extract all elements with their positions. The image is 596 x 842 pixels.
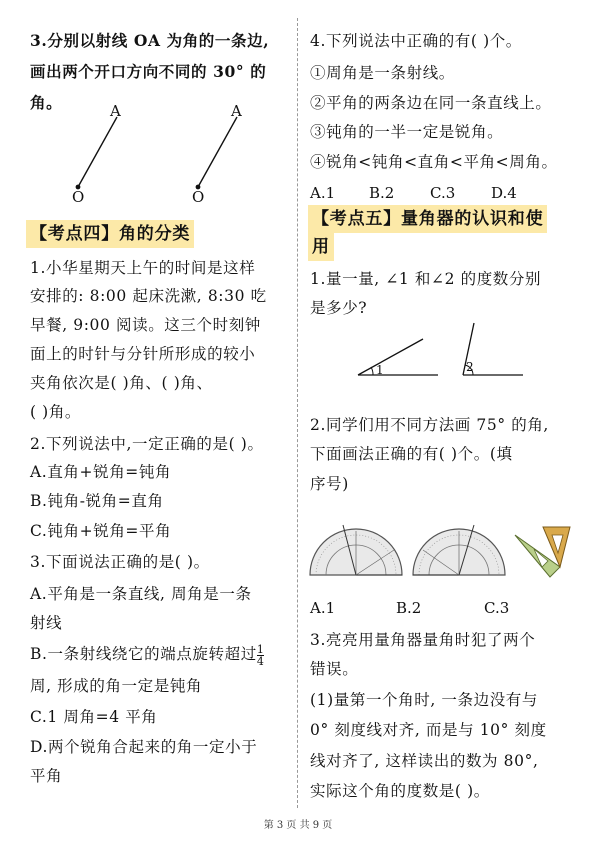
q3-right-line3: (1)量第一个角时, 一条边没有与 xyxy=(310,691,539,709)
q2-option-c: C.钝角+锐角=平角 xyxy=(30,522,172,540)
q2-stem: 2.下列说法中,一定正确的是( )。 xyxy=(30,435,264,453)
q4-statement-1: ①周角是一条射线。 xyxy=(310,64,455,82)
angle1-arc xyxy=(371,367,373,375)
page-footer: 第 3 页 共 9 页 xyxy=(263,820,333,831)
q3-option-d-line1: D.两个锐角合起来的角一定小于 xyxy=(30,738,258,756)
q1-line6: ( )角。 xyxy=(30,403,82,421)
q1-line4: 面上的时针与分针所形成的较小 xyxy=(30,345,256,363)
q4-option-c: C.3 xyxy=(430,184,456,202)
q2-right-line2: 下面画法正确的有( )个。(填 xyxy=(310,445,513,463)
q2-right-option-b: B.2 xyxy=(396,599,422,617)
q4-option-d: D.4 xyxy=(491,184,517,202)
fraction-numerator: 1 xyxy=(256,642,265,656)
angle-1-2-figures xyxy=(298,315,596,385)
angle-label-2: 2 xyxy=(466,360,475,374)
q1-right-line2: 是多少? xyxy=(310,299,368,317)
q3-option-c: C.1 周角=4 平角 xyxy=(30,708,158,726)
section4-title: 【考点四】角的分类 xyxy=(26,220,194,248)
q1-line3: 早餐, 9:00 阅读。这三个时刻钟 xyxy=(30,316,261,334)
protractor-1 xyxy=(310,525,402,575)
label-a-1: A xyxy=(110,102,122,120)
q2-right-option-a: A.1 xyxy=(310,599,336,617)
q4-statement-3: ③钝角的一半一定是锐角。 xyxy=(310,123,504,141)
q3-angles-line3: 角。 xyxy=(30,93,63,112)
label-o-2: O xyxy=(192,188,205,206)
q4-option-a: A.1 xyxy=(310,184,336,202)
q3-option-b-text: B.一条射线绕它的端点旋转超过 xyxy=(30,645,257,663)
q2-option-b: B.钝角-锐角=直角 xyxy=(30,492,164,510)
fraction-denominator: 4 xyxy=(256,654,265,668)
section5-title-line2: 用 xyxy=(308,233,334,261)
drawing-methods-figure xyxy=(298,505,596,585)
q3-right-line4: 0° 刻度线对齐, 而是与 10° 刻度 xyxy=(310,721,547,739)
q1-line1: 1.小华星期天上午的时间是这样 xyxy=(30,259,256,277)
q1-line2: 安排的: 8:00 起床洗漱, 8:30 吃 xyxy=(30,287,267,305)
ray-oa-figures xyxy=(0,95,298,215)
q3-option-b-line1 xyxy=(30,643,264,667)
q2-option-a: A.直角+锐角=钝角 xyxy=(30,463,172,481)
label-a-2: A xyxy=(231,102,243,120)
q4-option-b: B.2 xyxy=(369,184,395,202)
q2-right-line1: 2.同学们用不同方法画 75° 的角, xyxy=(310,416,549,434)
protractor-2 xyxy=(413,525,505,575)
q3-option-b-line2: 周, 形成的角一定是钝角 xyxy=(30,677,203,695)
q4-stem: 4.下列说法中正确的有( )个。 xyxy=(310,32,522,50)
q4-statement-4: ④锐角<钝角<直角<平角<周角。 xyxy=(310,153,558,171)
q3-angles-line1: 3.分别以射线 OA 为角的一条边, xyxy=(30,31,270,50)
q3-option-a-line2: 射线 xyxy=(30,614,63,632)
q3-stem: 3.下面说法正确的是( )。 xyxy=(30,553,210,571)
q1-line5: 夹角依次是( )角、( )角、 xyxy=(30,374,213,392)
q1-right-line1: 1.量一量, ∠1 和∠2 的度数分别 xyxy=(310,270,542,288)
angle-label-1: 1 xyxy=(376,363,385,377)
q3-right-line1: 3.亮亮用量角器量角时犯了两个 xyxy=(310,631,536,649)
q2-right-option-c: C.3 xyxy=(484,599,510,617)
q3-angles-line2: 画出两个开口方向不同的 30° 的 xyxy=(30,62,267,81)
fraction-one-quarter xyxy=(257,644,265,667)
q3-option-a-line1: A.平角是一条直线, 周角是一条 xyxy=(30,585,252,603)
label-o-1: O xyxy=(72,188,85,206)
q2-right-line3: 序号) xyxy=(310,475,349,493)
q3-right-line6: 实际这个角的度数是( )。 xyxy=(310,782,490,800)
ray-oa-2 xyxy=(198,117,237,187)
q3-right-line5: 线对齐了, 这样读出的数为 80°, xyxy=(310,752,539,770)
ray-oa-1 xyxy=(78,117,117,187)
q4-statement-2: ②平角的两条边在同一条直线上。 xyxy=(310,94,552,112)
angle1-slant-ray xyxy=(358,339,423,375)
section5-title-line1: 【考点五】量角器的认识和使 xyxy=(308,205,547,233)
q3-option-d-line2: 平角 xyxy=(30,767,63,785)
q3-right-line2: 错误。 xyxy=(310,660,359,678)
triangle-rulers xyxy=(515,527,570,577)
